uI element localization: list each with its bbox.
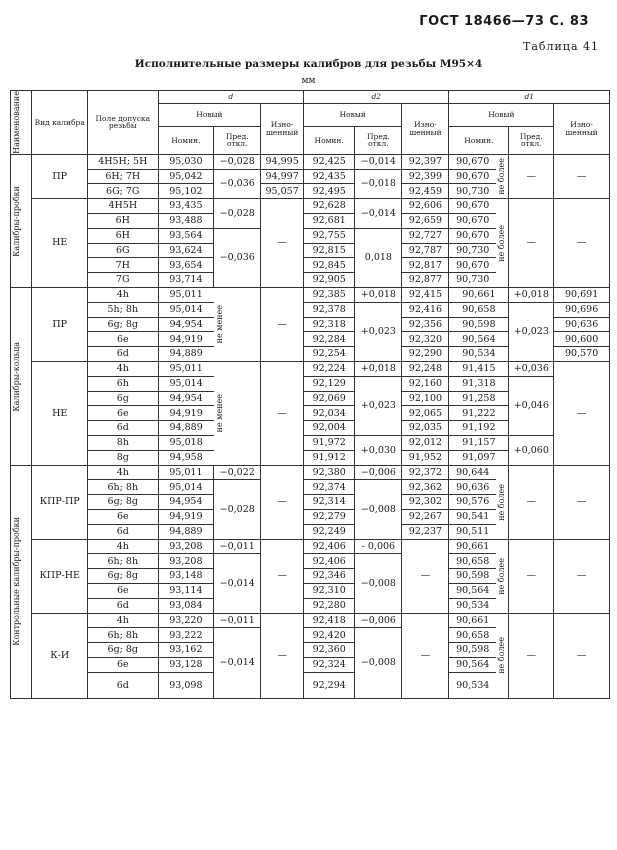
- table-cell: 93,098: [158, 672, 214, 698]
- table-cell: 92,905: [304, 273, 355, 288]
- table-cell: 91,415: [449, 362, 509, 377]
- table-cell: 90,670: [449, 258, 496, 273]
- table-cell: −0,006: [355, 613, 402, 628]
- table-cell: —: [261, 362, 304, 466]
- table-cell: 91,222: [449, 406, 509, 421]
- table-cell: —: [554, 154, 610, 198]
- table-cell: 6Н: [88, 214, 159, 229]
- table-cell: 92,324: [304, 657, 355, 672]
- table-cell: 4h: [88, 465, 159, 480]
- table-cell: 92,065: [402, 406, 449, 421]
- table-cell: 6G: [88, 243, 159, 258]
- table-cell: +0,018: [509, 288, 554, 303]
- table-cell: —: [554, 199, 610, 288]
- d1-new: Новый: [449, 104, 554, 127]
- table-cell: 90,691: [554, 288, 610, 303]
- table-cell: 95,030: [158, 154, 214, 169]
- table-cell: 92,254: [304, 347, 355, 362]
- table-cell: 92,495: [304, 184, 355, 199]
- table-cell: 93,220: [158, 613, 214, 628]
- table-cell: 92,416: [402, 302, 449, 317]
- table-cell: 93,488: [158, 214, 214, 229]
- table-cell: 6d: [88, 347, 159, 362]
- vid-cell: НЕ: [32, 362, 88, 466]
- table-cell: 92,284: [304, 332, 355, 347]
- table-cell: 94,997: [261, 169, 304, 184]
- table-cell: —: [554, 613, 610, 698]
- table-cell: 90,670: [449, 169, 496, 184]
- table-cell: 92,362: [402, 480, 449, 495]
- table-cell: 93,084: [158, 598, 214, 613]
- table-cell: −0,008: [355, 554, 402, 613]
- table-cell: +0,060: [509, 436, 554, 466]
- table-cell: 92,817: [402, 258, 449, 273]
- d-pred: Пред. откл.: [214, 126, 261, 154]
- table-cell: 95,011: [158, 465, 214, 480]
- table-cell: 90,658: [449, 302, 509, 317]
- table-cell: 92,380: [304, 465, 355, 480]
- table-cell: 6g; 8g: [88, 643, 159, 658]
- table-cell: —: [261, 199, 304, 288]
- table-cell: 6h; 8h: [88, 628, 159, 643]
- table-cell: 6d: [88, 524, 159, 539]
- table-cell: —: [509, 154, 554, 198]
- table-cell: 90,670: [449, 228, 496, 243]
- table-cell: 92,224: [304, 362, 355, 377]
- group-probki: Калибры-пробки: [11, 154, 32, 287]
- table-cell: 7G: [88, 273, 159, 288]
- table-cell: 92,406: [304, 554, 355, 569]
- table-cell: 6e: [88, 332, 159, 347]
- table-cell: 6g: [88, 391, 159, 406]
- vid-cell: К-И: [32, 613, 88, 698]
- d2-new: Новый: [304, 104, 402, 127]
- table-cell: —: [554, 539, 610, 613]
- table-cell: 92,727: [402, 228, 449, 243]
- col-pole: Поле допуска резьбы: [88, 91, 159, 155]
- table-cell: −0,036: [214, 169, 261, 199]
- d1-pred: Пред. откл.: [509, 126, 554, 154]
- table-cell: 92,004: [304, 421, 355, 436]
- table-cell: 92,606: [402, 199, 449, 214]
- table-cell: 94,889: [158, 524, 214, 539]
- table-cell: 94,954: [158, 317, 214, 332]
- table-cell: 4h: [88, 362, 159, 377]
- table-cell: 5h; 8h: [88, 302, 159, 317]
- col-d: d: [158, 91, 303, 104]
- table-cell: 92,360: [304, 643, 355, 658]
- table-cell: 92,755: [304, 228, 355, 243]
- table-cell: 0,018: [355, 228, 402, 287]
- table-cell: 90,564: [449, 332, 509, 347]
- table-cell: 90,598: [449, 317, 509, 332]
- table-cell: −0,014: [214, 628, 261, 698]
- table-cell: 7Н: [88, 258, 159, 273]
- table-cell: 95,014: [158, 480, 214, 495]
- table-cell: +0,023: [355, 302, 402, 361]
- table-cell: 91,258: [449, 391, 509, 406]
- table-cell: 95,014: [158, 302, 214, 317]
- table-cell: 93,564: [158, 228, 214, 243]
- table-cell: 90,661: [449, 613, 496, 628]
- table-cell: 92,397: [402, 154, 449, 169]
- table-cell: —: [261, 465, 304, 539]
- table-cell: 92,249: [304, 524, 355, 539]
- table-cell: 92,372: [402, 465, 449, 480]
- table-cell: 91,318: [449, 376, 509, 391]
- table-cell: 92,425: [304, 154, 355, 169]
- table-cell: −0,028: [214, 154, 261, 169]
- table-cell: 92,659: [402, 214, 449, 229]
- table-cell: 90,730: [449, 273, 496, 288]
- table-cell: 90,661: [449, 539, 496, 554]
- table-cell: −0,014: [355, 154, 402, 169]
- table-cell: 92,248: [402, 362, 449, 377]
- table-cell: 4h: [88, 613, 159, 628]
- table-cell: 95,102: [158, 184, 214, 199]
- table-cell: −0,014: [214, 554, 261, 613]
- table-cell: 94,919: [158, 509, 214, 524]
- table-cell: 94,954: [158, 495, 214, 510]
- table-cell: 93,208: [158, 539, 214, 554]
- table-cell: 95,018: [158, 436, 214, 451]
- table-cell: 95,042: [158, 169, 214, 184]
- vid-cell: ПР: [32, 154, 88, 198]
- table-cell: —: [261, 539, 304, 613]
- table-cell: 92,845: [304, 258, 355, 273]
- table-cell: 92,399: [402, 169, 449, 184]
- vid-cell: КПР-ПР: [32, 465, 88, 539]
- table-cell: 92,406: [304, 539, 355, 554]
- table-cell: 92,374: [304, 480, 355, 495]
- table-cell: 92,290: [402, 347, 449, 362]
- d-new: Новый: [158, 104, 261, 127]
- table-cell: −0,011: [214, 613, 261, 628]
- table-cell: 90,670: [449, 214, 496, 229]
- table-cell: 92,459: [402, 184, 449, 199]
- table-cell: 6e: [88, 509, 159, 524]
- table-cell: −0,028: [214, 480, 261, 539]
- vid-cell: НЕ: [32, 199, 88, 288]
- table-cell: 93,208: [158, 554, 214, 569]
- group-kontr: Контрольные калибры-пробки: [11, 465, 32, 698]
- table-cell: 93,148: [158, 569, 214, 584]
- table-cell: 90,670: [449, 154, 496, 169]
- table-cell: 6g; 8g: [88, 317, 159, 332]
- table-cell: 90,564: [449, 657, 496, 672]
- table-cell: 92,356: [402, 317, 449, 332]
- table-cell: +0,036: [509, 362, 554, 377]
- table-cell: 90,576: [449, 495, 496, 510]
- table-cell: 92,314: [304, 495, 355, 510]
- d-izn: Изно-шенный: [261, 104, 304, 155]
- d1-izn: Изно-шенный: [554, 104, 610, 155]
- table-cell: 90,644: [449, 465, 496, 480]
- vid-cell: ПР: [32, 288, 88, 362]
- table-cell: 6e: [88, 657, 159, 672]
- table-cell: −0,008: [355, 480, 402, 539]
- table-cell: −0,011: [214, 539, 261, 554]
- table-cell: 92,302: [402, 495, 449, 510]
- table-cell: 6g; 8g: [88, 495, 159, 510]
- ne-bolee: не более: [496, 539, 509, 613]
- table-cell: +0,030: [355, 436, 402, 466]
- table-cell: 90,658: [449, 628, 496, 643]
- table-cell: 92,012: [402, 436, 449, 451]
- table-cell: 6e: [88, 583, 159, 598]
- table-cell: 92,267: [402, 509, 449, 524]
- table-cell: 92,318: [304, 317, 355, 332]
- table-cell: 92,294: [304, 672, 355, 698]
- table-cell: 92,100: [402, 391, 449, 406]
- table-cell: —: [554, 362, 610, 466]
- table-cell: −0,022: [214, 465, 261, 480]
- table-cell: 94,995: [261, 154, 304, 169]
- gauge-dimensions-table: [10, 90, 610, 699]
- table-cell: 92,681: [304, 214, 355, 229]
- table-cell: 95,011: [158, 362, 214, 377]
- table-cell: 90,598: [449, 643, 496, 658]
- table-cell: 90,730: [449, 243, 496, 258]
- table-cell: 92,320: [402, 332, 449, 347]
- table-cell: 92,280: [304, 598, 355, 613]
- table-cell: 94,954: [158, 391, 214, 406]
- ne-bolee: не более: [496, 465, 509, 539]
- table-cell: 6g; 8g: [88, 569, 159, 584]
- table-cell: +0,046: [509, 376, 554, 435]
- table-cell: 92,346: [304, 569, 355, 584]
- table-cell: 94,919: [158, 406, 214, 421]
- table-cell: 92,069: [304, 391, 355, 406]
- table-cell: 92,877: [402, 273, 449, 288]
- table-cell: 94,889: [158, 347, 214, 362]
- d2-izn: Изно-шенный: [402, 104, 449, 155]
- table-cell: −0,014: [355, 199, 402, 229]
- table-cell: +0,018: [355, 288, 402, 303]
- table-cell: 92,420: [304, 628, 355, 643]
- ne-bolee: не более: [496, 199, 509, 288]
- table-cell: 92,435: [304, 169, 355, 184]
- table-cell: 92,129: [304, 376, 355, 391]
- table-cell: 91,192: [449, 421, 509, 436]
- table-cell: 93,714: [158, 273, 214, 288]
- table-cell: 92,787: [402, 243, 449, 258]
- table-cell: 93,222: [158, 628, 214, 643]
- table-cell: 91,972: [304, 436, 355, 451]
- table-cell: 90,661: [449, 288, 509, 303]
- table-cell: 8g: [88, 450, 159, 465]
- table-cell: 91,952: [402, 450, 449, 465]
- ne-bolee: не более: [496, 154, 509, 198]
- table-cell: +0,023: [509, 302, 554, 361]
- table-cell: 90,534: [449, 347, 509, 362]
- table-cell: 90,534: [449, 598, 496, 613]
- table-cell: 92,160: [402, 376, 449, 391]
- table-cell: 4h: [88, 539, 159, 554]
- table-cell: 92,378: [304, 302, 355, 317]
- table-cell: 90,696: [554, 302, 610, 317]
- table-cell: +0,023: [355, 376, 402, 435]
- table-cell: 93,128: [158, 657, 214, 672]
- table-cell: 91,097: [449, 450, 509, 465]
- ne-menee: не менее: [214, 362, 261, 466]
- table-cell: —: [402, 613, 449, 698]
- table-cell: 8h: [88, 436, 159, 451]
- table-cell: 90,598: [449, 569, 496, 584]
- table-cell: - 0,006: [355, 539, 402, 554]
- table-cell: 92,034: [304, 406, 355, 421]
- table-number: Таблица 41: [523, 40, 599, 53]
- d-nom: Номин.: [158, 126, 214, 154]
- table-cell: +0,018: [355, 362, 402, 377]
- table-cell: 6Н: [88, 228, 159, 243]
- table-cell: 90,564: [449, 583, 496, 598]
- table-cell: 4h: [88, 288, 159, 303]
- table-cell: 6h: [88, 376, 159, 391]
- table-cell: 93,624: [158, 243, 214, 258]
- d2-nom: Номин.: [304, 126, 355, 154]
- table-cell: 93,654: [158, 258, 214, 273]
- table-cell: 90,730: [449, 184, 496, 199]
- table-cell: 94,958: [158, 450, 214, 465]
- table-cell: 92,385: [304, 288, 355, 303]
- document-header: ГОСТ 18466—73 С. 83: [419, 14, 589, 29]
- ne-menee: не менее: [214, 288, 261, 362]
- col-d1: d1: [449, 91, 610, 104]
- table-cell: −0,008: [355, 628, 402, 698]
- table-cell: −0,006: [355, 465, 402, 480]
- table-cell: 90,534: [449, 672, 496, 698]
- table-cell: 90,600: [554, 332, 610, 347]
- table-cell: 95,011: [158, 288, 214, 303]
- table-cell: 6G; 7G: [88, 184, 159, 199]
- table-cell: 4Н5Н: [88, 199, 159, 214]
- unit-label: мм: [301, 76, 316, 86]
- table-cell: 90,636: [449, 480, 496, 495]
- table-cell: 6h; 8h: [88, 554, 159, 569]
- col-vid: Вид калибра: [32, 91, 88, 155]
- table-cell: 94,919: [158, 332, 214, 347]
- table-cell: 93,162: [158, 643, 214, 658]
- table-cell: 95,057: [261, 184, 304, 199]
- table-cell: —: [554, 465, 610, 539]
- table-cell: 90,541: [449, 509, 496, 524]
- vid-cell: КПР-НЕ: [32, 539, 88, 613]
- table-cell: 90,636: [554, 317, 610, 332]
- table-cell: 92,815: [304, 243, 355, 258]
- table-cell: 94,889: [158, 421, 214, 436]
- table-cell: −0,036: [214, 228, 261, 287]
- col-naim: Наименование: [11, 91, 32, 155]
- table-cell: —: [261, 288, 304, 362]
- table-cell: 90,670: [449, 199, 496, 214]
- table-cell: 92,279: [304, 509, 355, 524]
- group-koltsa: Калибры-кольца: [11, 288, 32, 466]
- table-cell: 6d: [88, 421, 159, 436]
- table-cell: —: [509, 613, 554, 698]
- table-cell: 90,570: [554, 347, 610, 362]
- table-cell: 90,511: [449, 524, 496, 539]
- table-cell: 91,157: [449, 436, 509, 451]
- d1-nom: Номин.: [449, 126, 509, 154]
- col-d2: d2: [304, 91, 449, 104]
- table-cell: 91,912: [304, 450, 355, 465]
- table-cell: —: [509, 539, 554, 613]
- table-cell: 92,035: [402, 421, 449, 436]
- table-cell: 92,628: [304, 199, 355, 214]
- table-cell: —: [402, 539, 449, 613]
- ne-bolee: не более: [496, 613, 509, 698]
- table-cell: 92,237: [402, 524, 449, 539]
- table-cell: 92,418: [304, 613, 355, 628]
- table-cell: 95,014: [158, 376, 214, 391]
- d2-pred: Пред. откл.: [355, 126, 402, 154]
- table-cell: 93,114: [158, 583, 214, 598]
- table-cell: —: [509, 199, 554, 288]
- table-cell: 90,658: [449, 554, 496, 569]
- table-cell: 6e: [88, 406, 159, 421]
- table-cell: 4Н5Н; 5Н: [88, 154, 159, 169]
- table-cell: 93,435: [158, 199, 214, 214]
- table-cell: —: [261, 613, 304, 698]
- table-title: Исполнительные размеры калибров для резьбы М95×4: [134, 58, 483, 70]
- table-cell: —: [509, 465, 554, 539]
- table-cell: 92,310: [304, 583, 355, 598]
- table-cell: −0,018: [355, 169, 402, 199]
- table-cell: 6h; 8h: [88, 480, 159, 495]
- table-cell: 6d: [88, 598, 159, 613]
- table-cell: 92,415: [402, 288, 449, 303]
- table-cell: 6d: [88, 672, 159, 698]
- table-cell: 6Н; 7Н: [88, 169, 159, 184]
- table-cell: −0,028: [214, 199, 261, 229]
